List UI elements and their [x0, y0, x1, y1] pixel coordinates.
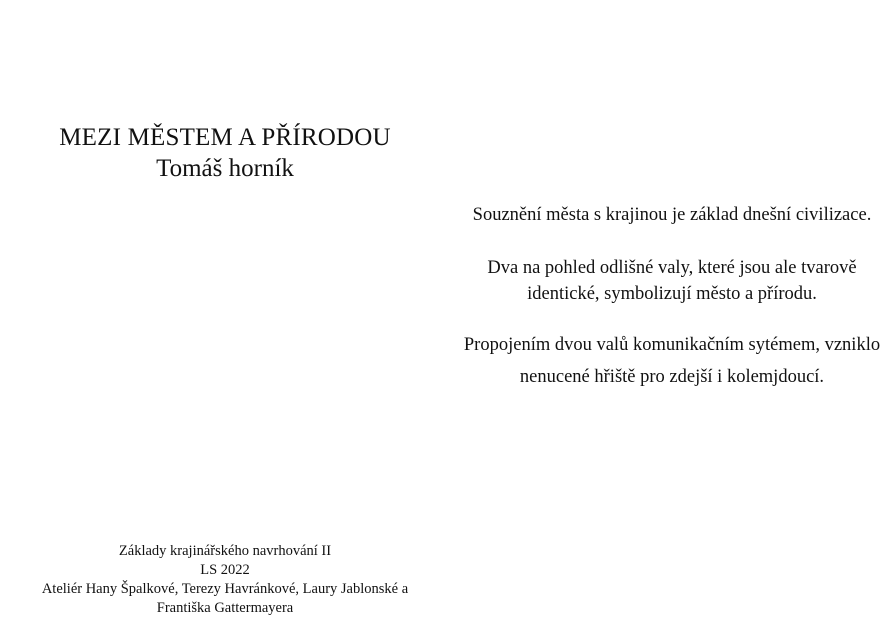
page-title: MEZI MĚSTEM A PŘÍRODOU — [59, 124, 391, 151]
description-paragraph-2: Dva na pohled odlišné valy, které jsou ale tvarově identické, symbolizují město a přírodu. — [487, 258, 857, 304]
description-paragraph-1: Souznění města s krajinou je základ dnešní civilizace. — [472, 205, 872, 225]
studio-line-2: Františka Gattermayera — [156, 600, 294, 616]
author-name: Tomáš horník — [156, 155, 294, 182]
footer-credits — [0, 542, 450, 618]
description-block — [450, 202, 894, 420]
title-block — [0, 122, 450, 184]
semester: LS 2022 — [200, 562, 250, 578]
description-paragraph-3: Propojením dvou valů komunikačním sytémem, vzniklo nenucené hřiště pro zdejší i kolemjdoucí. — [463, 335, 881, 387]
course-name: Základy krajinářského navrhování II — [118, 543, 332, 559]
studio-line-1: Ateliér Hany Špalkové, Terezy Havránkové, Laury Jablonské a — [41, 581, 409, 597]
